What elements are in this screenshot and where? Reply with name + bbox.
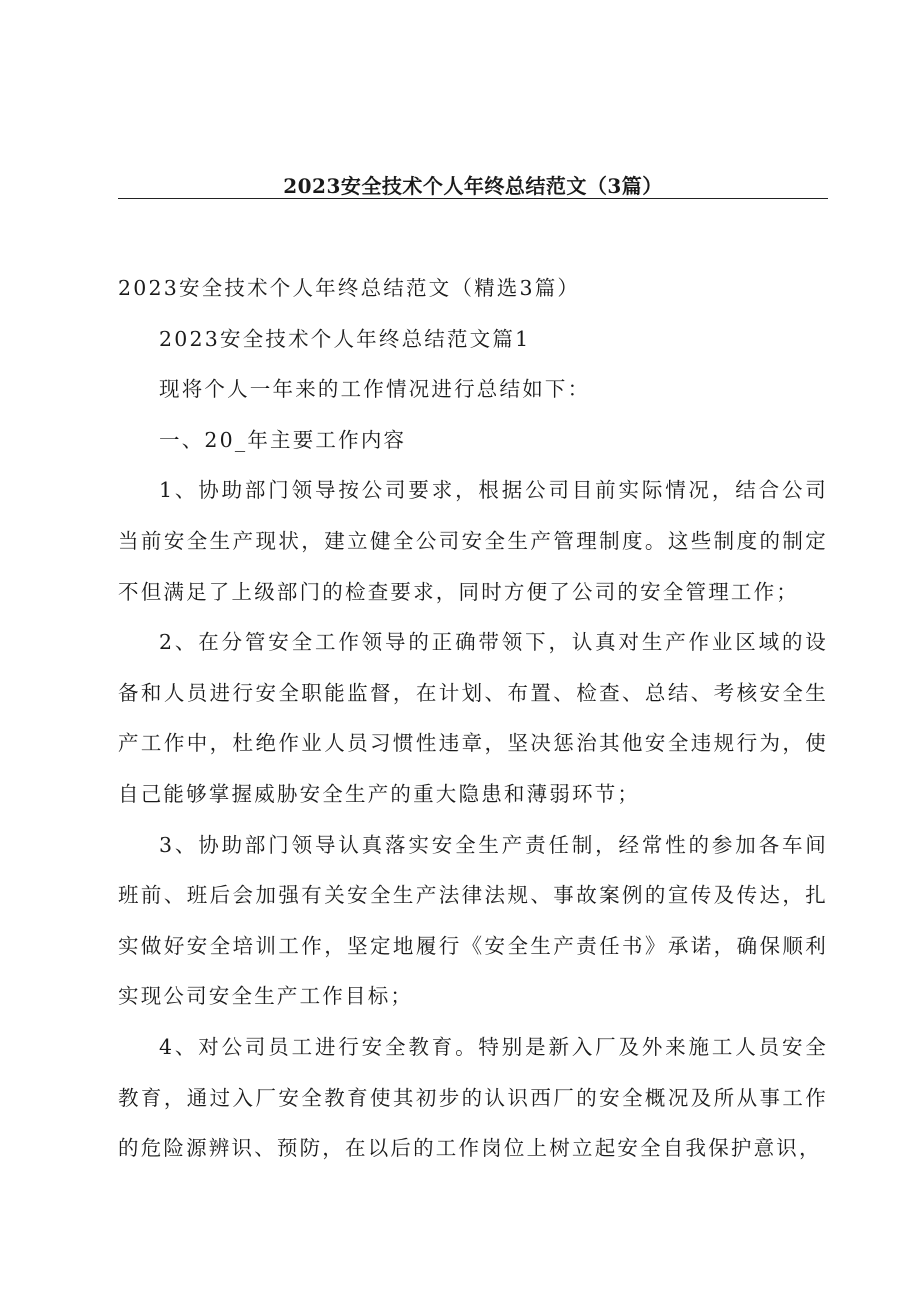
paragraph-item-2: 2、在分管安全工作领导的正确带领下，认真对生产作业区域的设备和人员进行安全职能监督，在计划、布置、检查、总结、考核安全生产工作中，杜绝作业人员习惯性违章，坚决惩治其他安全违规行为，使自己能够掌握威胁安全生产的重大隐患和薄弱环节； (118, 630, 828, 806)
paragraph-heading-work-content: 一、20_年主要工作内容 (159, 427, 407, 452)
paragraph-intro: 现将个人一年来的工作情况进行总结如下： (159, 377, 591, 402)
title-underline (118, 198, 828, 199)
paragraph-item-4: 4、对公司员工进行安全教育。特别是新入厂及外来施工人员安全教育，通过入厂安全教育使其初步的认识西厂的安全概况及所从事工作的危险源辨识、预防，在以后的工作岗位上树立起安全自我保护意识， (118, 1034, 828, 1161)
paragraph-section-heading: 2023安全技术个人年终总结范文篇1 (159, 326, 531, 351)
paragraph-subtitle: 2023安全技术个人年终总结范文（精选3篇） (118, 276, 581, 300)
document-title: 2023安全技术个人年终总结范文（3篇） (283, 174, 663, 198)
document-body (118, 263, 828, 1174)
paragraph-item-1: 1、协助部门领导按公司要求，根据公司目前实际情况，结合公司当前安全生产现状，建立健全公司安全生产管理制度。这些制度的制定不但满足了上级部门的检查要求，同时方便了公司的安全管理工作； (118, 478, 828, 604)
paragraph-item-3: 3、协助部门领导认真落实安全生产责任制，经常性的参加各车间班前、班后会加强有关安全生产法律法规、事故案例的宣传及传达，扎实做好安全培训工作，坚定地履行《安全生产责任书》承诺，确保顺利实现公司安全生产工作目标； (118, 832, 828, 1009)
